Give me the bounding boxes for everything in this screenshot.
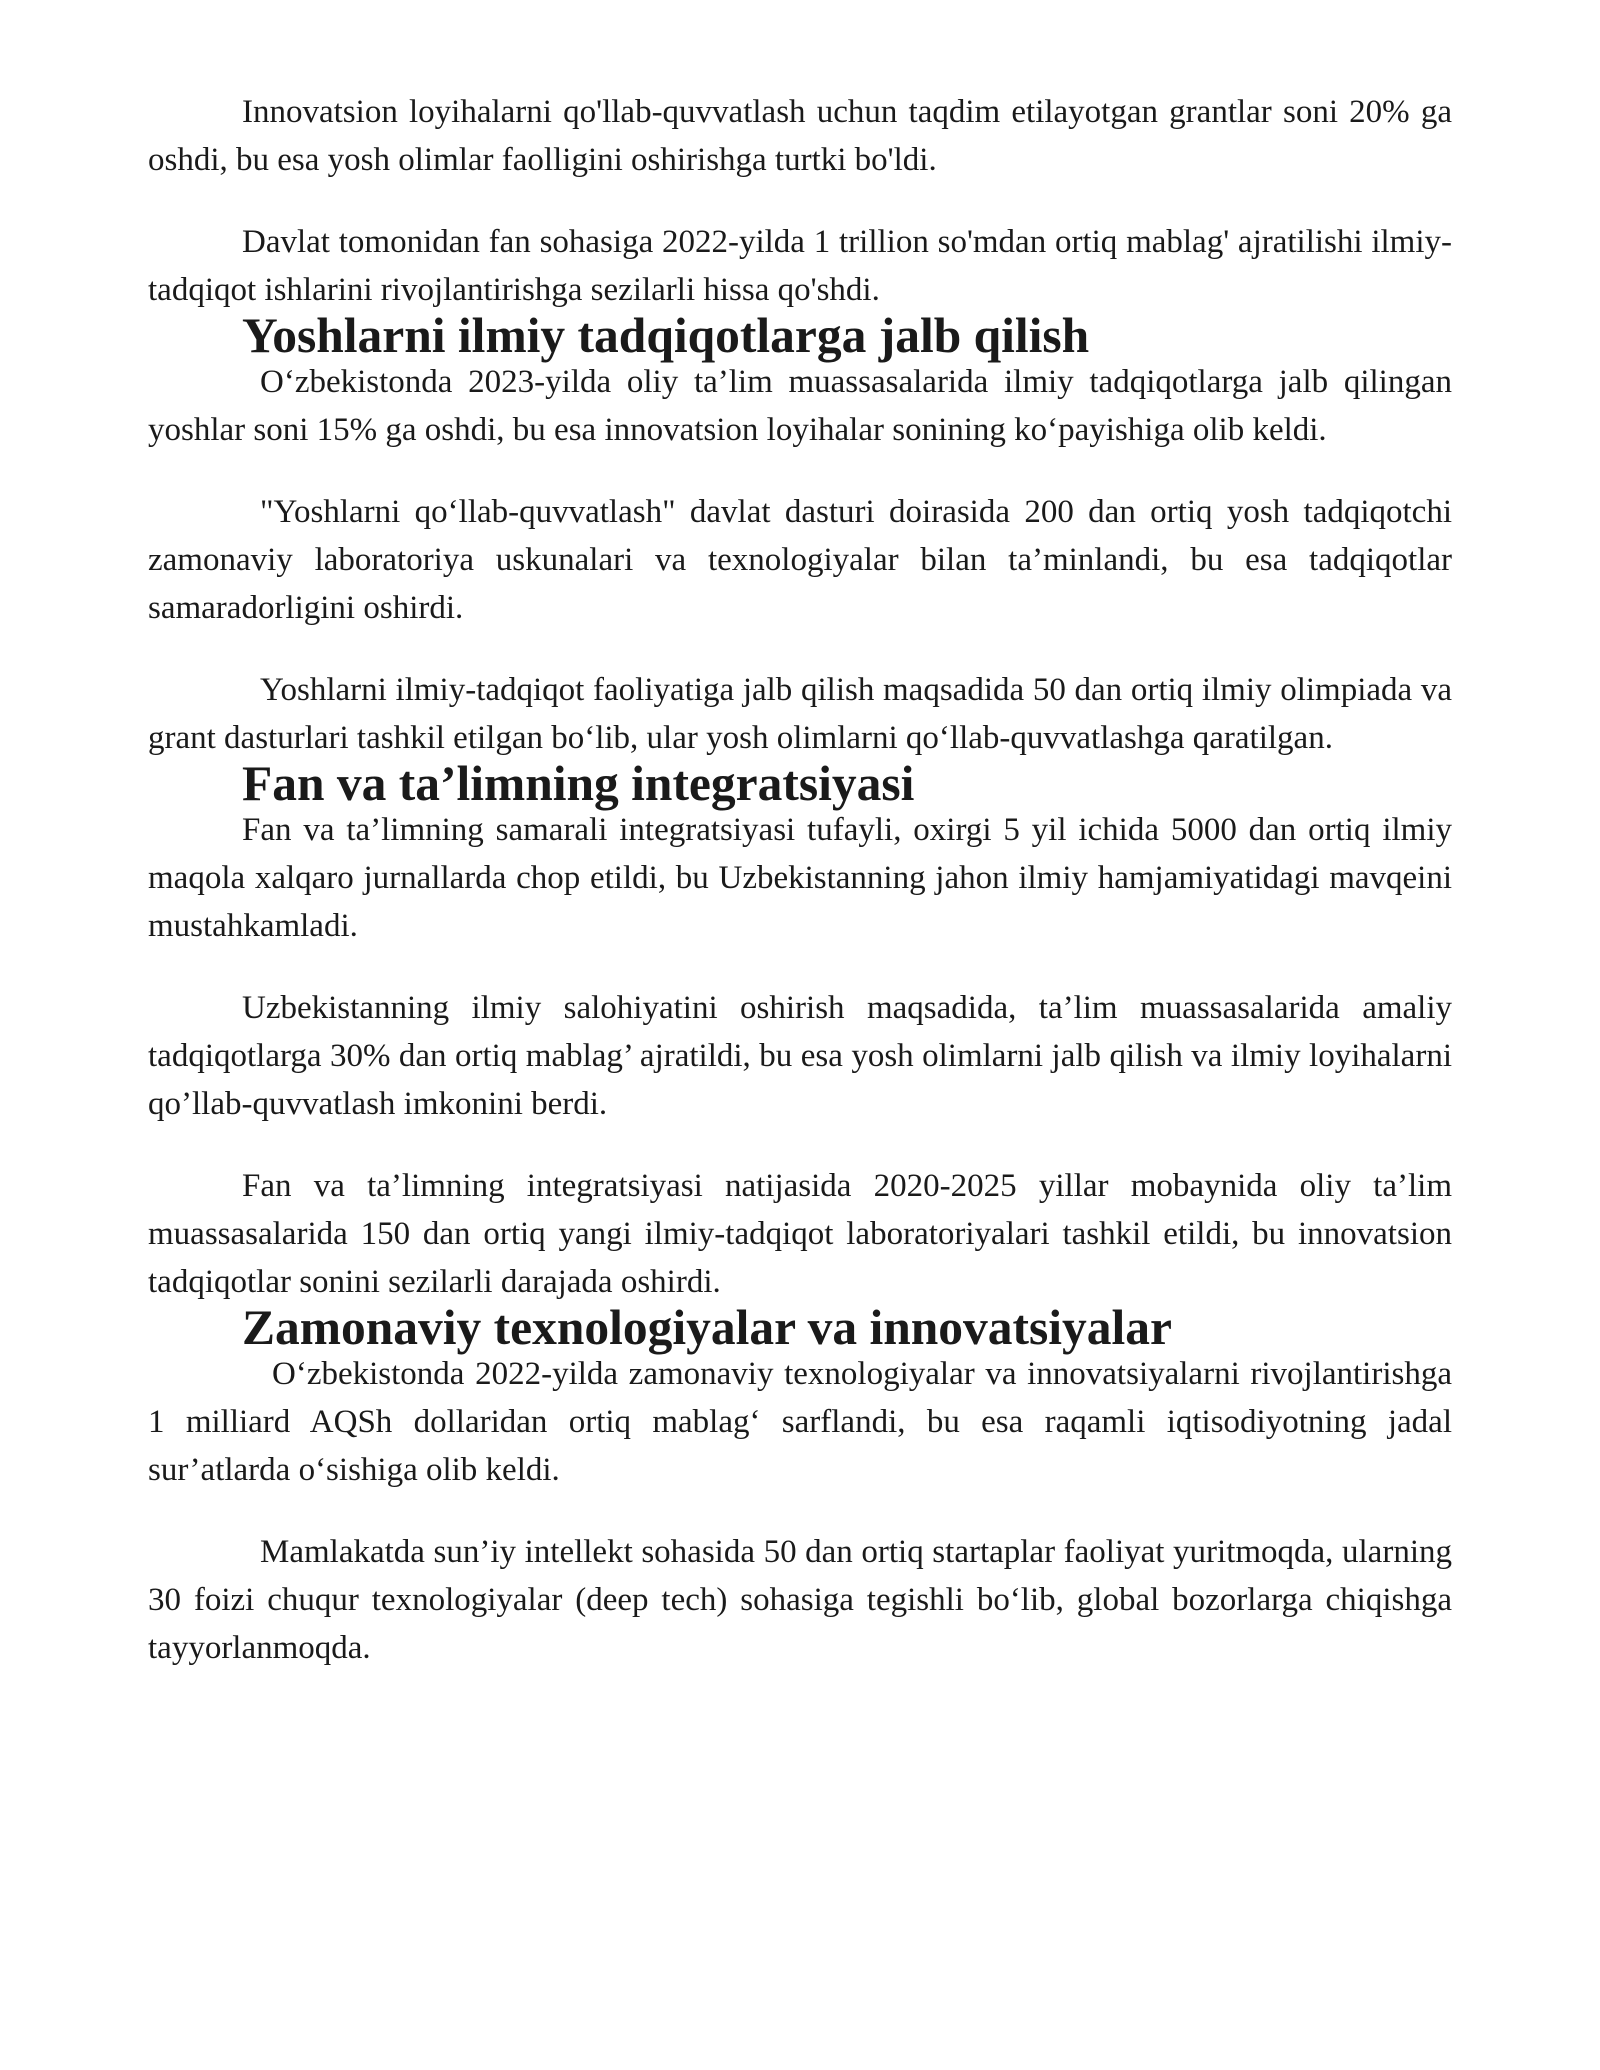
paragraph-youth-growth: O‘zbekistonda 2023-yilda oliy ta’lim muassasalarida ilmiy tadqiqotlarga jalb qilingan yoshlar soni 15% ga oshdi, bu esa innovatsion loyihalar sonining ko‘payishiga olib keldi. bbox=[148, 364, 1452, 448]
paragraph-applied-research: Uzbekistanning ilmiy salohiyatini oshirish maqsadida, ta’lim muassasalarida amaliy tadqiqotlarga 30% dan ortiq mablag’ ajratildi, bu esa yosh olimlarni jalb qilish va ilmiy loyihalarni qo’llab-quvvatlash imkonini berdi. bbox=[148, 990, 1452, 1122]
paragraph-tech-investment: O‘zbekistonda 2022-yilda zamonaviy texnologiyalar va innovatsiyalarni rivojlantirishga 1 milliard AQSh dollaridan ortiq mablag‘ sarflandi, bu esa raqamli iqtisodiyotning jadal sur’atlarda o‘sishiga olib keldi. bbox=[148, 1356, 1452, 1488]
paragraph-youth-program: "Yoshlarni qo‘llab-quvvatlash" davlat dasturi doirasida 200 dan ortiq yosh tadqiqotchi zamonaviy laboratoriya uskunalari va texnologiyalar bilan ta’minlandi, bu esa tadqiqotlar samaradorligini oshirdi. bbox=[148, 494, 1452, 626]
paragraph-laboratories: Fan va ta’limning integratsiyasi natijasida 2020-2025 yillar mobaynida oliy ta’lim muassasalarida 150 dan ortiq yangi ilmiy-tadqiqot laboratoriyalari tashkil etildi, bu innovatsion tadqiqotlar sonini sezilarli darajada oshirdi. bbox=[148, 1168, 1452, 1300]
section-heading-youth-research: Yoshlarni ilmiy tadqiqotlarga jalb qilish bbox=[242, 308, 1090, 363]
paragraph-grants: Innovatsion loyihalarni qo'llab-quvvatlash uchun taqdim etilayotgan grantlar soni 20% ga oshdi, bu esa yosh olimlar faolligini oshirishga turtki bo'ldi. bbox=[148, 94, 1452, 178]
paragraph-ai-startups: Mamlakatda sun’iy intellekt sohasida 50 dan ortiq startaplar faoliyat yuritmoqda, ularning 30 foizi chuqur texnologiyalar (deep tech) sohasiga tegishli bo‘lib, global bozorlarga chiqishga tayyorlanmoqda. bbox=[148, 1534, 1452, 1666]
document-page bbox=[148, 88, 1452, 1672]
paragraph-publications: Fan va ta’limning samarali integratsiyasi tufayli, oxirgi 5 yil ichida 5000 dan ortiq ilmiy maqola xalqaro jurnallarda chop etildi, bu Uzbekistanning jahon ilmiy hamjamiyatidagi mavqeini mustahkamladi. bbox=[148, 812, 1452, 944]
paragraph-olympiads: Yoshlarni ilmiy-tadqiqot faoliyatiga jalb qilish maqsadida 50 dan ortiq ilmiy olimpiada va grant dasturlari tashkil etilgan bo‘lib, ular yosh olimlarni qo‘llab-quvvatlashga qaratilgan. bbox=[148, 672, 1452, 756]
section-heading-technologies: Zamonaviy texnologiyalar va innovatsiyalar bbox=[242, 1300, 1173, 1355]
paragraph-state-funding: Davlat tomonidan fan sohasiga 2022-yilda 1 trillion so'mdan ortiq mablag' ajratilishi ilmiy-tadqiqot ishlarini rivojlantirishga sezilarli hissa qo'shdi. bbox=[148, 224, 1452, 308]
section-heading-integration: Fan va ta’limning integratsiyasi bbox=[242, 756, 915, 811]
